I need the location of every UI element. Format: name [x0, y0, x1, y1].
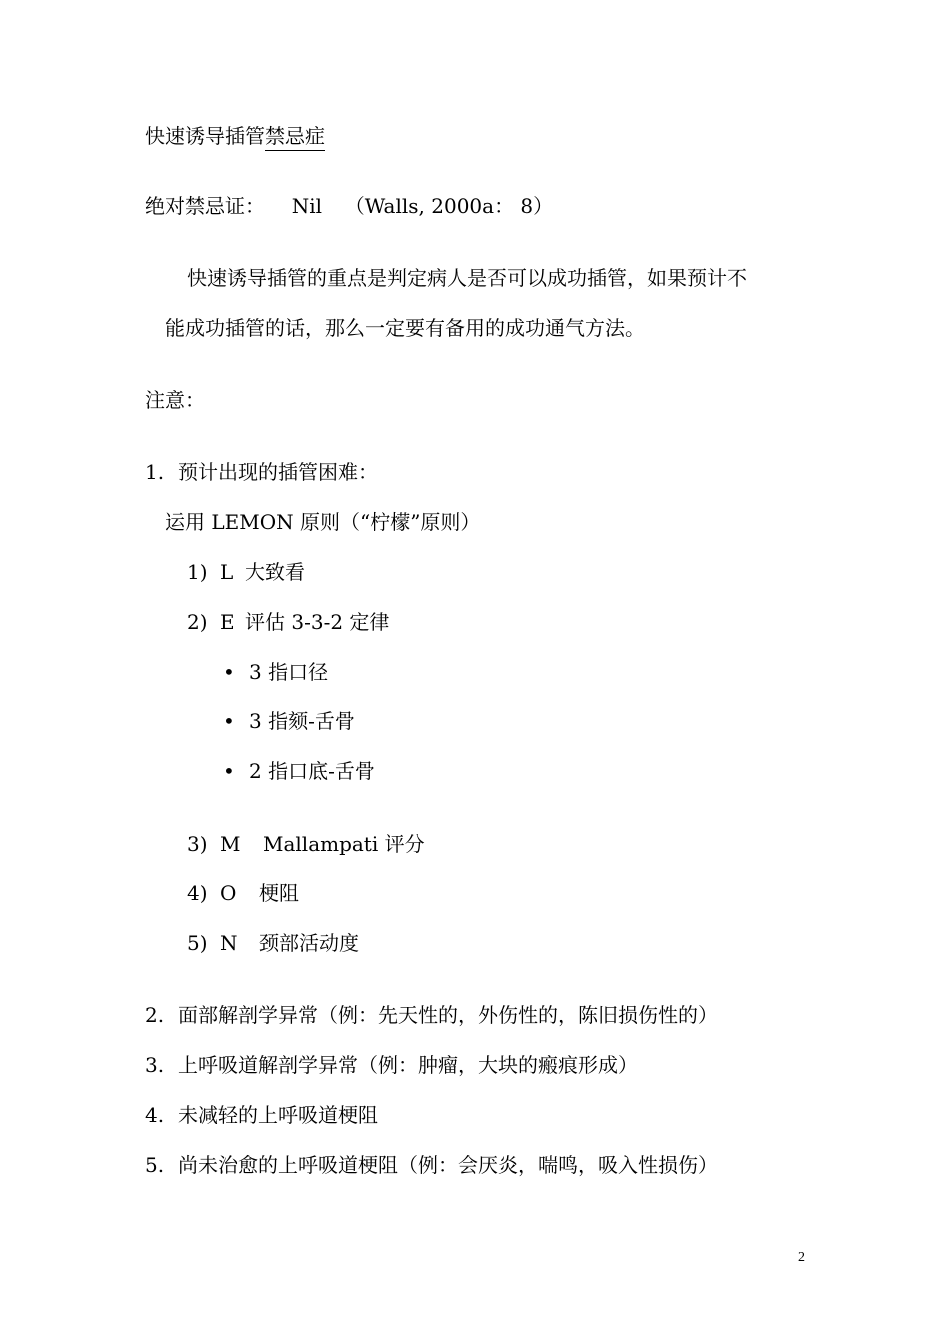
list-item-1	[145, 460, 378, 484]
step-number: 2)	[187, 610, 208, 634]
list-item-text: 面部解剖学异常（例：先天性的，外伤性的，陈旧损伤性的）	[178, 1003, 718, 1027]
list-item-3	[145, 1053, 638, 1077]
list-item-number: 3.	[145, 1053, 165, 1077]
bullet-text: 2 指口底-舌骨	[249, 759, 375, 783]
list-item-5	[145, 1153, 718, 1177]
step-text: 梗阻	[259, 881, 299, 905]
absolute-label: 绝对禁忌证：	[145, 194, 265, 218]
bullet-text: 3 指颏-舌骨	[249, 709, 355, 733]
lemon-step-2	[187, 610, 389, 634]
list-item-number: 5.	[145, 1153, 165, 1177]
note-label: 注意：	[145, 388, 205, 412]
lemon-principle: 运用 LEMON 原则（“柠檬”原则）	[165, 510, 481, 534]
list-item-text: 上呼吸道解剖学异常（例：肿瘤，大块的瘢痕形成）	[178, 1053, 638, 1077]
step-number: 4)	[187, 881, 208, 905]
page-title-part2: 禁忌症	[265, 124, 325, 151]
list-item-text: 未减轻的上呼吸道梗阻	[178, 1103, 378, 1127]
paragraph-line-1: 快速诱导插管的重点是判定病人是否可以成功插管，如果预计不	[187, 266, 747, 290]
page-title	[145, 124, 325, 148]
absolute-contraindication	[145, 194, 553, 218]
step-letter: N	[220, 931, 238, 955]
step-text: Mallampati 评分	[263, 832, 425, 856]
step-number: 3)	[187, 832, 208, 856]
lemon-step-4	[187, 881, 299, 905]
list-item-number: 4.	[145, 1103, 165, 1127]
paragraph-line-2: 能成功插管的话，那么一定要有备用的成功通气方法。	[165, 316, 645, 340]
bullet-item-1	[223, 660, 328, 684]
step-number: 1)	[187, 560, 208, 584]
step-letter: L	[220, 560, 234, 584]
lemon-step-3	[187, 832, 425, 856]
page-number: 2	[798, 1250, 805, 1265]
list-item-4	[145, 1103, 378, 1127]
step-letter: E	[220, 610, 235, 634]
page-title-part1: 快速诱导插管	[145, 124, 265, 148]
lemon-step-1	[187, 560, 305, 584]
list-item-text: 预计出现的插管困难：	[178, 460, 378, 484]
list-item-2	[145, 1003, 718, 1027]
step-text: 颈部活动度	[259, 931, 359, 955]
list-item-number: 2.	[145, 1003, 165, 1027]
absolute-value: Nil	[291, 194, 323, 218]
bullet-icon: •	[223, 660, 235, 684]
step-letter: O	[220, 881, 237, 905]
bullet-icon: •	[223, 759, 235, 783]
step-text: 评估 3-3-2 定律	[245, 610, 390, 634]
absolute-citation: （Walls, 2000a： 8）	[344, 194, 554, 218]
step-letter: M	[220, 832, 241, 856]
step-text: 大致看	[245, 560, 305, 584]
list-item-number: 1.	[145, 460, 165, 484]
step-number: 5)	[187, 931, 208, 955]
lemon-step-5	[187, 931, 359, 955]
bullet-text: 3 指口径	[249, 660, 329, 684]
bullet-icon: •	[223, 709, 235, 733]
bullet-item-3	[223, 759, 375, 783]
list-item-text: 尚未治愈的上呼吸道梗阻（例：会厌炎，喘鸣，吸入性损伤）	[178, 1153, 718, 1177]
bullet-item-2	[223, 709, 355, 733]
